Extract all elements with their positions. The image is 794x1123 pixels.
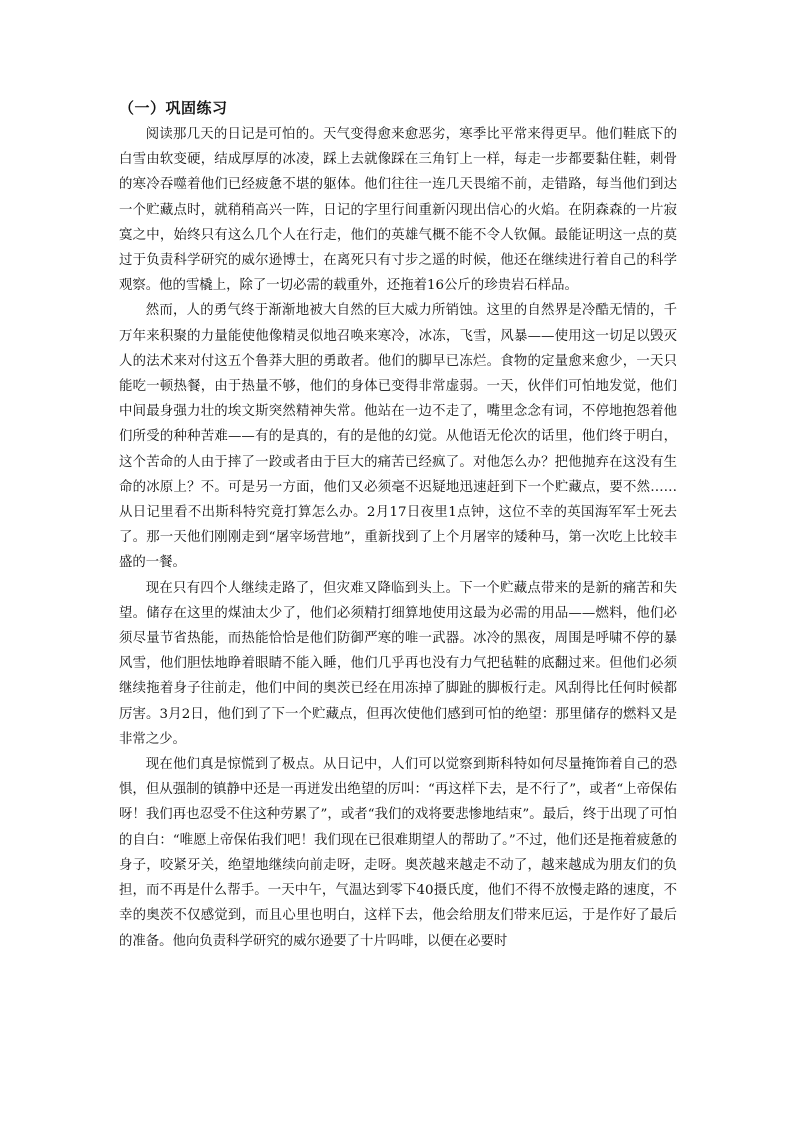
section-title: （一）巩固练习 — [119, 99, 228, 117]
paragraph-3: 现在只有四个人继续走路了，但灾难又降临到头上。下一个贮藏点带来的是新的痛苦和失望。储存在这里的煤油太少了，他们必须精打细算地使用这最为必需的用品——燃料，他们必须尽量节省热能，而热能恰恰是他们防御严寒的唯一武器。冰冷的黑夜，周围是呼啸不停的暴风雪，他们胆怯地睁着眼睛不能入睡，他们几乎再也没有力气把毡鞋的底翻过来。但他们必须继续拖着身子往前走，他们中间的奥茨已经在用冻掉了脚趾的脚板行走。风刮得比任何时候都厉害。3月2日，他们到了下一个贮藏点，但再次使他们感到可怕的绝望：那里储存的燃料又是非常之少。 — [119, 580, 677, 747]
paragraph-1: 阅读那几天的日记是可怕的。天气变得愈来愈恶劣，寒季比平常来得更早。他们鞋底下的白雪由软变硬，结成厚厚的冰凌，踩上去就像踩在三角钉上一样，每走一步都要黏住鞋，刺骨的寒冷吞噬着他们已经疲惫不堪的躯体。他们往往一连几天畏缩不前，走错路，每当他们到达一个贮藏点时，就稍稍高兴一阵，日记的字里行间重新闪现出信心的火焰。在阴森森的一片寂寞之中，始终只有这么几个人在行走，他们的英雄气概不能不令人钦佩。最能证明这一点的莫过于负责科学研究的威尔逊博士，在离死只有寸步之遥的时候，他还在继续进行着自己的科学观察。他的雪橇上，除了一切必需的载重外，还拖着16公斤的珍贵岩石样品。 — [119, 127, 677, 294]
paragraph-2: 然而，人的勇气终于渐渐地被大自然的巨大威力所销蚀。这里的自然界是冷酷无情的，千万年来积聚的力量能使他像精灵似地召唤来寒冷，冰冻，飞雪，风暴——使用这一切足以毁灭人的法术来对付这五个鲁莽大胆的勇敢者。他们的脚早已冻烂。食物的定量愈来愈少，一天只能吃一顿热餐，由于热量不够，他们的身体已变得非常虚弱。一天，伙伴们可怕地发觉，他们中间最身强力壮的埃文斯突然精神失常。他站在一边不走了，嘴里念念有词，不停地抱怨着他们所受的种种苦难——有的是真的，有的是他的幻觉。从他语无伦次的话里，他们终于明白，这个苦命的人由于摔了一跤或者由于巨大的痛苦已经疯了。对他怎么办？把他抛弃在这没有生命的冰原上？不。可是另一方面，他们又必须毫不迟疑地迅速赶到下一个贮藏点，要不然……从日记里看不出斯科特究竟打算怎么办。2月17日夜里1点钟，这位不幸的英国海军军士死去了。那一天他们刚刚走到“屠宰场营地”，重新找到了上个月屠宰的矮种马，第一次吃上比较丰盛的一餐。 — [119, 303, 677, 571]
paragraph-4: 现在他们真是惊慌到了极点。从日记中，人们可以觉察到斯科特如何尽量掩饰着自己的恐惧，但从强制的镇静中还是一再迸发出绝望的厉叫：“再这样下去，是不行了”，或者“上帝保佑呀！我们再也忍受不住这种劳累了”，或者“我们的戏将要悲惨地结束”。最后，终于出现了可怕的自白：“唯愿上帝保佑我们吧！我们现在已很难期望人的帮助了。”不过，他们还是拖着疲惫的身子，咬紧牙关，绝望地继续向前走呀，走呀。奥茨越来越走不动了，越来越成为朋友们的负担，而不再是什么帮手。一天中午，气温达到零下40摄氏度，他们不得不放慢走路的速度，不幸的奥茨不仅感觉到，而且心里也明白，这样下去，他会给朋友们带来厄运，于是作好了最后的准备。他向负责科学研究的威尔逊要了十片吗啡，以便在必要时 — [119, 757, 677, 949]
document-body — [119, 96, 677, 954]
